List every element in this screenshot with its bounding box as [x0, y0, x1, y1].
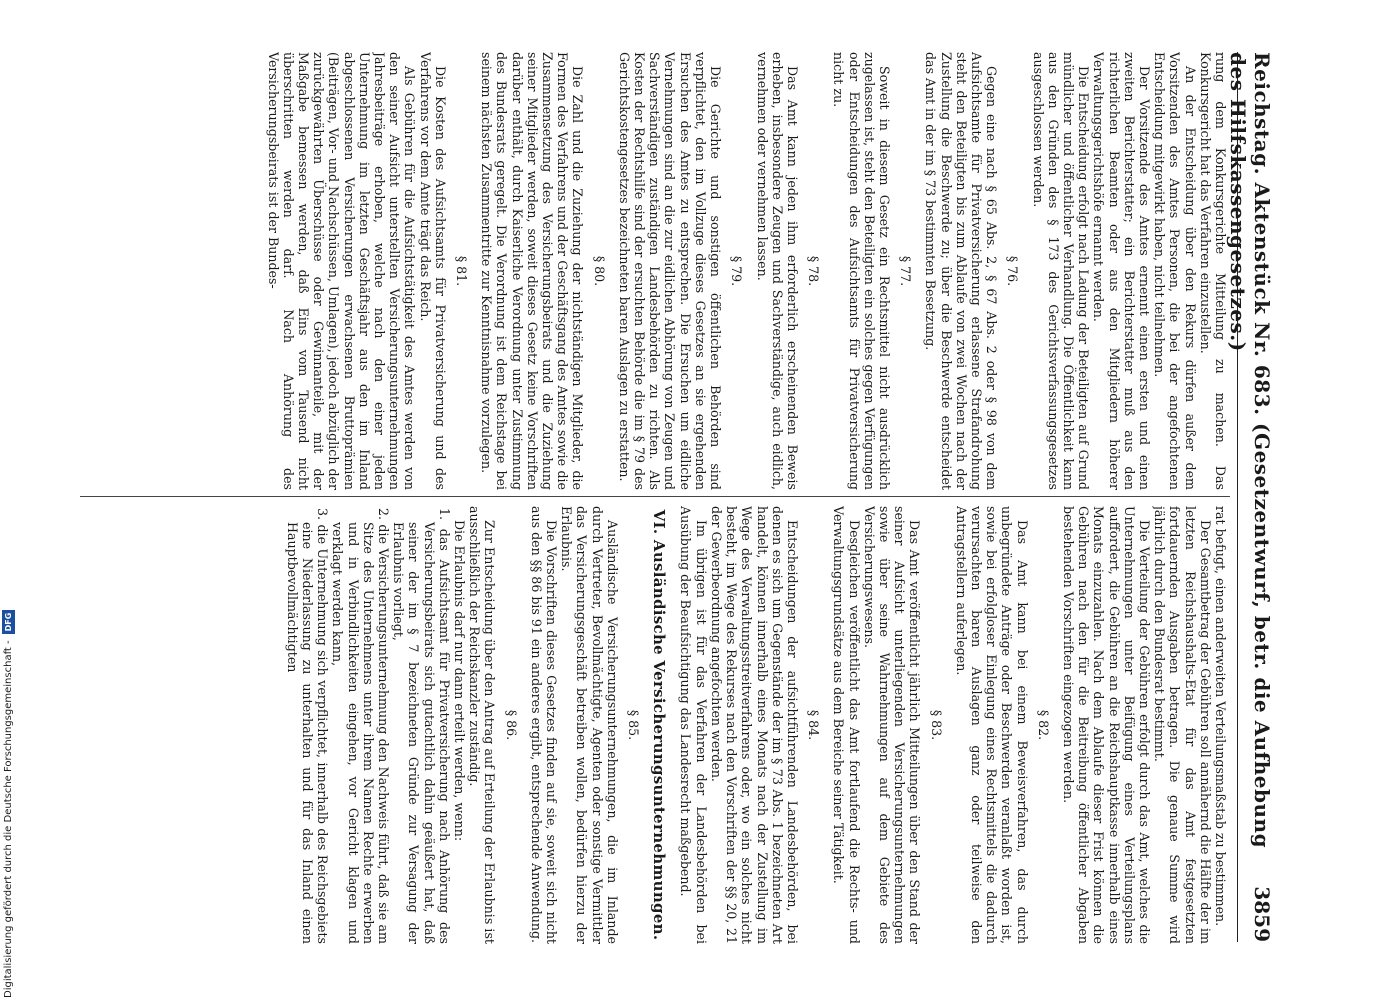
section-number: § 80.	[591, 255, 607, 287]
left-text-column	[88, 52, 1228, 490]
paragraph: Das Amt kann bei einem Beweisverfahren, das durch unbegründete Anträge oder Beschwerden veranlaßt worden ist, sowie bei erfolgloser Einlegung eines Rechtsmittels die dadurch verursachten baren Auslagen ganz oder teilweise den Antragstellern auferlegen.	[953, 506, 1030, 944]
paragraph: Die Zahl und die Zuziehung der nichtständigen Mitglieder, die Formen des Verfahrens und der Geschäftsgang des Amtes sowie die Zusammensetzung des Versicherungsbeirats und die Zuziehung seiner Mitglieder werden, soweit dieses Gesetz keine Vorschriften darüber enthält, durch Kaiserliche Verordnung unter Zustimmung des Bundesrats geregelt. Die Verordnung ist dem Reichstage bei seinem nächsten Zusammentritte zur Kenntnisnahme vorzulegen.	[479, 52, 586, 490]
paragraph: An der Entscheidung über den Rekurs dürfen außer dem Vorsitzenden des Amtes Personen, die bei der angefochtenen Entscheidung mitgewirkt haben, nicht teilnehmen.	[1152, 52, 1198, 490]
paragraph: Die Kosten des Aufsichtsamts für Privatversicherung und des Verfahrens vor dem Amte trägt das Reich.	[417, 52, 448, 490]
paragraph: Zur Entscheidung über den Antrag auf Erteilung der Erlaubnis ist ausschließlich der Reichskanzler zuständig.	[467, 506, 498, 944]
dfg-logo: DFG	[2, 610, 15, 635]
section-number: § 77.	[898, 255, 914, 287]
section-number: § 83.	[928, 709, 944, 741]
paragraph: rat befugt, einen anderweiten Verteilungsmaßstab zu bestimmen.	[1213, 506, 1228, 927]
paragraph: Entscheidungen der aufsichtführenden Landesbehörden, bei denen es sich um Gegenstände der im § 73 Abs. 1 bezeichneten Art handelt, können innerhalb eines Monats nach der Zustellung im Wege des Verwaltungsstreitverfahrens oder, wo ein solches nicht besteht, im Wege des Rekurses nach den Vorschriften der §§ 20, 21 der Gewerbeordnung angefochten werden.	[708, 506, 800, 944]
section-number: § 86.	[503, 709, 519, 741]
list-item: 3. die Unternehmung sich verpflichtet, innerhalb des Reichsgebiets eine Niederlassung zu unterhalten und für das Inland einen Hauptbevollmächtigten	[284, 508, 331, 944]
list-item: 1. das Aufsichtsamt für Privatversicherung nach Anhörung des Versicherungsbeirats sich gutachtlich dahin geäußert hat, daß seiner der im § 7 bezeichneten Gründe zur Versagung der Erlaubnis vorliegt,	[391, 508, 452, 944]
section-number: § 82.	[1035, 709, 1051, 741]
paragraph: Das Amt veröffentlicht jährlich Mitteilungen über den Stand der seiner Aufsicht unterliegenden Versicherungsunternehmungen sowie über seine Wahrnehmungen auf dem Gebiete des Versicherungswesens.	[861, 506, 923, 944]
paragraph: Die Vorschriften dieses Gesetzes finden auf sie, soweit sich nicht aus den §§ 86 bis 91 ein anderes ergibt, entsprechende Anwendung.	[528, 506, 560, 944]
paragraph: rung dem Konkursgerichte Mitteilung zu machen. Das Konkursgericht hat das Verfahren einzustellen.	[1197, 52, 1228, 490]
paragraph: Als Gebühren für die Aufsichtstätigkeit des Amtes werden von den seiner Aufsicht unterstellten Versicherungsunternehmungen Jahresbeiträge erhoben, welche nach den einer jeden Unternehmung im letzten Geschäftsjahr aus den im Inland abgeschlossenen Versicherungen erwachsenen Bruttoprämien (Beiträgen, Vor- und Nachschüssen, Umlagen), jedoch abzüglich der zurückgewährten Überschüsse oder Gewinnanteile, mit der Maßgabe bemessen werden, daß Eins vom Tausend nicht überschritten werden darf. Nach Anhörung des Versicherungsbeirats ist der Bundes-	[265, 52, 418, 490]
page-number: 3859	[1250, 886, 1274, 942]
numbered-list	[285, 506, 452, 944]
paragraph: Die Erlaubnis darf nur dann erteilt werden, wenn:	[452, 520, 468, 842]
section-number: § 81.	[454, 255, 470, 287]
paragraph: Im übrigen ist für das Verfahren der Landesbehörden bei Ausübung der Beaufsichtigung das Landesrecht maßgebend.	[678, 506, 709, 944]
page-header	[1226, 52, 1274, 942]
paragraph: Die Entscheidung erfolgt nach Ladung der Beteiligten auf Grund mündlicher und öffentlicher Verhandlung. Die Öffentlichkeit kann aus den Gründen des § 173 des Gerichtsverfassungsgesetzes ausgeschlossen werden.	[1030, 52, 1092, 490]
digitization-credit-text: Digitalisierung gefördert durch die Deutsche Forschungsgemeinschaft -	[3, 640, 14, 998]
column-divider	[80, 496, 1230, 497]
paragraph: Soweit in diesem Gesetz ein Rechtsmittel nicht ausdrücklich zugelassen ist, steht den Beteiligten ein solches gegen Verfügungen oder Entscheidungen des Aufsichtsamts für Privatversicherung nicht zu.	[831, 52, 892, 490]
section-number: § 76.	[1005, 255, 1021, 287]
right-text-column	[88, 506, 1228, 944]
section-number: § 84.	[806, 709, 822, 741]
paragraph: Die Verteilung der Gebühren erfolgt durch das Amt, welches die Unternehmungen unter Beifügung eines Verteilungsplans auffordert, die Gebühren an die Reichshauptkasse innerhalb eines Monats einzuzahlen. Nach dem Ablaufe dieser Frist können die Gebühren nach den für die Beitreibung öffentlicher Abgaben bestehenden Vorschriften eingezogen werden.	[1060, 506, 1152, 944]
section-number: § 85.	[626, 709, 642, 741]
paragraph: Das Amt kann jeden ihm erforderlich erscheinenden Beweis erheben, insbesondere Zeugen und Sachverständige, auch eidlich, vernehmen oder vernehmen lassen.	[754, 52, 800, 490]
paragraph: Die Gerichte und sonstigen öffentlichen Behörden sind verpflichtet, den im Vollzuge dieses Gesetzes an sie ergehenden Ersuchen des Amtes zu entsprechen. Die Ersuchen um eidliche Vernehmungen sind an die zur eidlichen Abhörung von Zeugen und Sachverständigen zuständigen Landesbehörden zu richten. Als Kosten der Rechtshilfe sind der ersuchten Behörde die im § 79 des Gerichtskostengesetzes bezeichneten baren Auslagen zu erstatten.	[616, 52, 724, 490]
list-item: 2. die Versicherungsunternehmung den Nachweis führt, daß sie am Sitze des Unternehmens unter ihrem Namen Rechte erwerben und in Verbindlichkeiten eingehen, vor Gericht klagen und verklagt werden kann,	[330, 508, 392, 944]
rotated-page-scan	[68, 0, 1288, 1000]
digitization-credit	[2, 610, 15, 998]
section-number: § 78.	[806, 255, 822, 287]
paragraph: Desgleichen veröffentlicht das Amt fortlaufend die Rechts- und Verwaltungsgrundsätze aus dem Bereiche seiner Tätigkeit.	[831, 506, 862, 944]
paragraph: Ausländische Versicherungsunternehmungen, die im Inlande durch Vertreter, Bevollmächtigte, Agenten oder sonstige Vermittler das Versicherungsgeschäft betreiben wollen, bedürfen hierzu der Erlaubnis.	[559, 506, 620, 944]
page-header-title: Reichstag. Aktenstück Nr. 683. (Gesetzentwurf, betr. die Aufhebung des Hilfskassengesetzes.)	[1226, 52, 1274, 849]
paragraph: Der Gesamtbetrag der Gebühren soll annähernd die Hälfte der im letzten Reichshaushalts-Etat für das Amt festgesetzten fortdauernden Ausgaben betragen. Die genaue Summe wird jährlich durch den Bundesrat bestimmt.	[1152, 506, 1213, 944]
paragraph: Der Vorsitzende des Amtes ernennt einen ersten und einen zweiten Berichterstatter; ein Berichterstatter muß aus den richterlichen Beamten oder aus den Mitgliedern höherer Verwaltungsgerichtshöfe ernannt werden.	[1091, 52, 1152, 490]
chapter-heading: VI. Ausländische Versicherungsunternehmungen.	[650, 509, 669, 941]
section-number: § 79.	[729, 255, 745, 287]
paragraph: Gegen eine nach § 65 Abs. 2, § 67 Abs. 2 oder § 98 von dem Aufsichtsamte für Privatversicherung erlassene Strafandrohung steht den Beteiligten bis zum Ablaufe von zwei Wochen nach der Zustellung die Beschwerde zu; über die Beschwerde entscheidet das Amt in der im § 73 bestimmten Besetzung.	[923, 52, 1000, 490]
